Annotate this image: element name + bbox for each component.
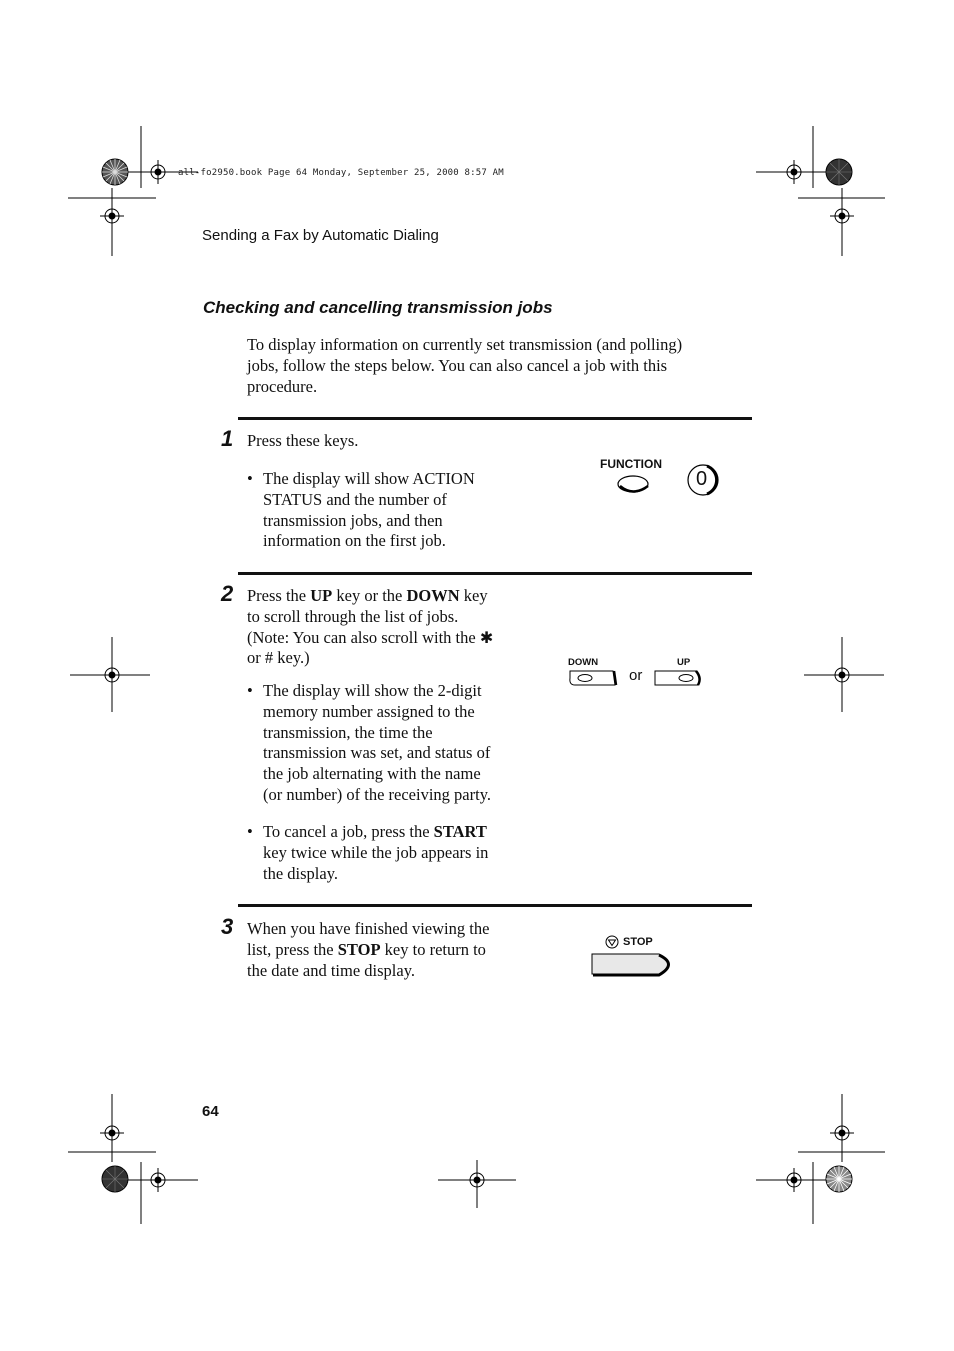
bullet-dot: • (247, 681, 253, 700)
bullet-dot: • (247, 822, 253, 841)
registration-target-icon (830, 204, 854, 228)
bullet-line: transmission, the time the (263, 722, 433, 742)
registration-target-icon (465, 1168, 489, 1192)
step-text: When you have finished viewing the list, press the STOP key to return to the date and time display. (247, 919, 490, 980)
bullet-line: transmission was set, and status of (263, 743, 491, 763)
registration-target-icon (146, 160, 170, 184)
registration-target-icon (830, 1121, 854, 1145)
step-number: 2 (221, 581, 234, 606)
bullet-dot: • (247, 469, 253, 488)
or-label: or (629, 667, 643, 684)
bullet-line: information on the first job. (263, 531, 446, 551)
section-title: Checking and cancelling transmission jobs (203, 298, 553, 317)
step-number: 3 (221, 914, 234, 939)
step-divider (238, 904, 752, 907)
step-number: 1 (221, 426, 234, 451)
stop-symbol-icon (605, 935, 619, 949)
function-key-icon (617, 473, 653, 495)
stop-key-label: STOP (623, 936, 653, 948)
registration-target-icon (782, 160, 806, 184)
bullet-line: (or number) of the receiving party. (263, 784, 492, 804)
bullet-line: The display will show the 2-digit (263, 681, 482, 700)
down-key-name: DOWN (406, 586, 460, 605)
bullet-line: The display will show ACTION (263, 469, 475, 488)
star-key-icon: ✱ (479, 627, 494, 647)
registration-target-icon (100, 1121, 124, 1145)
intro-line: jobs, follow the steps below. You can also cancel a job with this (247, 355, 668, 375)
up-key-name: UP (310, 586, 333, 605)
bullet-line: the job alternating with the name (263, 764, 481, 784)
stop-key-name: STOP (337, 939, 381, 959)
page-number: 64 (202, 1103, 219, 1120)
bullet-line: memory number assigned to the (263, 701, 475, 721)
print-slug: all-fo2950.book Page 64 Monday, September 25, 2000 8:57 AM (178, 168, 504, 178)
function-key-label: FUNCTION (600, 457, 662, 471)
starburst-mark-icon (825, 158, 853, 186)
bullet-line: transmission jobs, and then (263, 510, 443, 530)
registration-target-icon (100, 663, 124, 687)
step-text: Press the UP key or the DOWN key to scroll through the list of jobs. (Note: You can also scroll with the ✱ or # key.) (247, 586, 494, 668)
running-title: Sending a Fax by Automatic Dialing (202, 227, 439, 244)
starburst-mark-icon (825, 1165, 853, 1193)
step-divider (238, 572, 752, 575)
down-key-label: DOWN (568, 657, 599, 668)
starburst-mark-icon (101, 158, 129, 186)
starburst-mark-icon (101, 1165, 129, 1193)
registration-target-icon (146, 1168, 170, 1192)
intro-line: procedure. (247, 376, 318, 396)
step-divider (238, 417, 752, 420)
up-key-icon (652, 669, 704, 687)
registration-target-icon (100, 204, 124, 228)
registration-target-icon (830, 663, 854, 687)
intro-paragraph (247, 335, 682, 397)
stop-key-icon (589, 952, 679, 978)
zero-key-label: 0 (696, 468, 708, 490)
up-key-label: UP (677, 657, 691, 668)
start-key-name: START (433, 822, 487, 841)
step-text: Press these keys. (247, 431, 359, 450)
intro-line: To display information on currently set transmission (and polling) (247, 335, 683, 354)
bullet-line: STATUS and the number of (263, 489, 447, 509)
registration-target-icon (782, 1168, 806, 1192)
down-key-icon (569, 669, 619, 687)
